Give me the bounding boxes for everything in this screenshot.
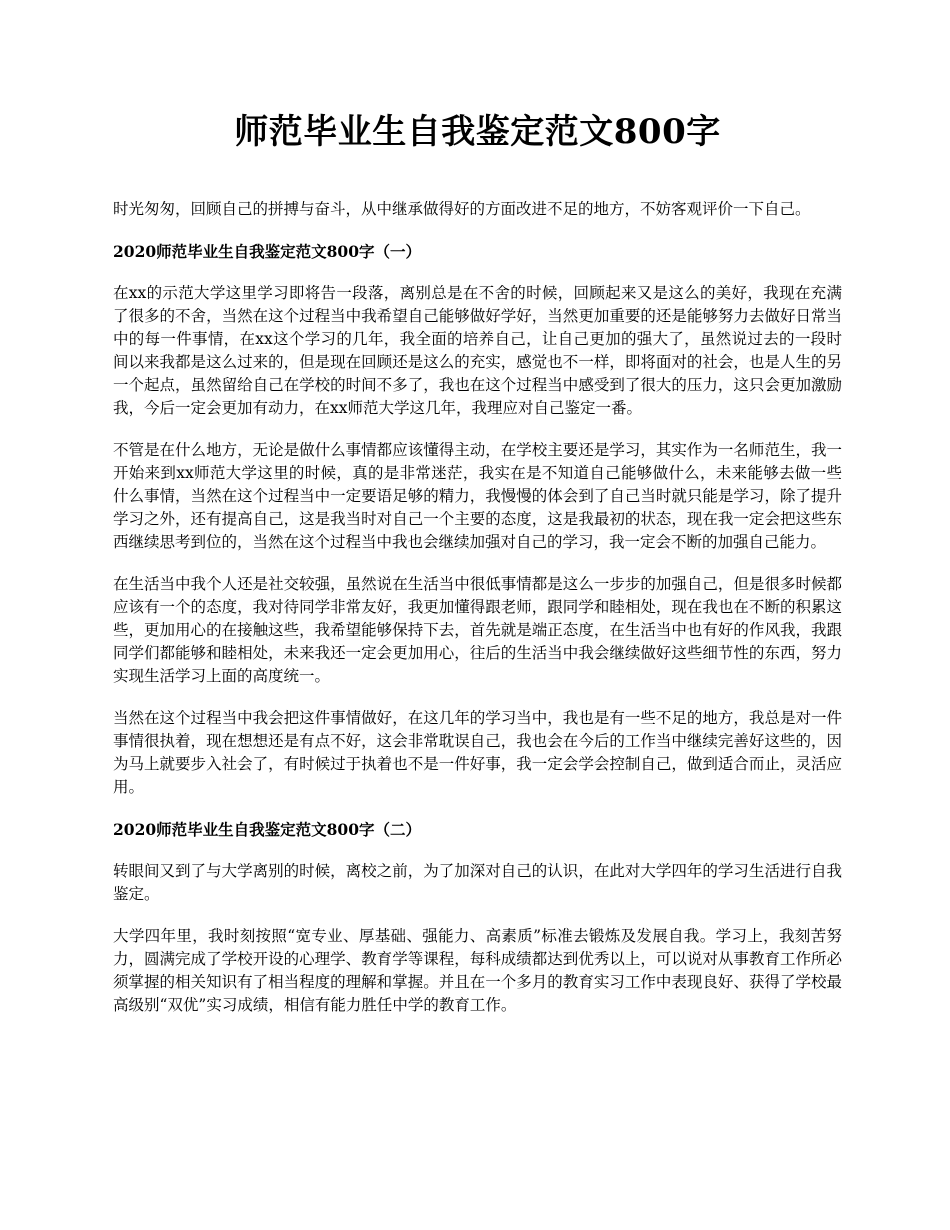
intro-paragraph: 时光匆匆，回顾自己的拼搏与奋斗，从中继承做得好的方面改进不足的地方，不妨客观评价一下自己。 <box>113 200 811 218</box>
section-2-heading: 2020师范毕业生自我鉴定范文800字（二） <box>113 820 421 839</box>
document-title: 师范毕业生自我鉴定范文800字 <box>234 112 721 152</box>
section-2-paragraph-2: 大学四年里，我时刻按照“宽专业、厚基础、强能力、高素质”标准去锻炼及发展自我。学习上，我刻苦努力，圆满完成了学校开设的心理学、教育学等课程，每科成绩都达到优秀以上，可以说对从事教育工作所必须掌握的相关知识有了相当程度的理解和掌握。并且在一个多月的教育实习工作中表现良好、获得了学校最高级别“双优”实习成绩，相信有能力胜任中学的教育工作。 <box>113 927 842 1014</box>
section-1-heading: 2020师范毕业生自我鉴定范文800字（一） <box>113 242 421 261</box>
section-1-paragraph-3: 在生活当中我个人还是社交较强，虽然说在生活当中很低事情都是这么一步步的加强自己，但是很多时候都应该有一个的态度，我对待同学非常友好，我更加懂得跟老师，跟同学和睦相处，现在我也在不断的积累这些，更加用心的在接触这些，我希望能够保持下去，首先就是端正态度，在生活当中也有好的作风我，我跟同学们都能够和睦相处，未来我还一定会更加用心，往后的生活当中我会继续做好这些细节性的东西，努力实现生活学习上面的高度统一。 <box>113 575 842 685</box>
section-1-paragraph-1: 在xx的示范大学这里学习即将告一段落，离别总是在不舍的时候，回顾起来又是这么的美好，我现在充满了很多的不舍，当然在这个过程当中我希望自己能够做好学好，当然更加重要的还是能够努力去做好日常当中的每一件事情，在xx这个学习的几年，我全面的培养自己，让自己更加的强大了，虽然说过去的一段时间以来我都是这么过来的，但是现在回顾还是这么的充实，感觉也不一样，即将面对的社会，也是人生的另一个起点，虽然留给自己在学校的时间不多了，我也在这个过程当中感受到了很大的压力，这只会更加激励我，今后一定会更加有动力，在xx师范大学这几年，我理应对自己鉴定一番。 <box>113 284 842 417</box>
section-2-paragraph-1: 转眼间又到了与大学离别的时候，离校之前，为了加深对自己的认识，在此对大学四年的学习生活进行自我鉴定。 <box>113 862 842 903</box>
section-1-paragraph-2: 不管是在什么地方，无论是做什么事情都应该懂得主动，在学校主要还是学习，其实作为一名师范生，我一开始来到xx师范大学这里的时候，真的是非常迷茫，我实在是不知道自己能够做什么，未来能够去做一些什么事情，当然在这个过程当中一定要语足够的精力，我慢慢的体会到了自己当时就只能是学习，除了提升学习之外，还有提高自己，这是我当时对自己一个主要的态度，这是我最初的状态，现在我一定会把这些东西继续思考到位的，当然在这个过程当中我也会继续加强对自己的学习，我一定会不断的加强自己能力。 <box>113 441 842 551</box>
section-1-paragraph-4: 当然在这个过程当中我会把这件事情做好，在这几年的学习当中，我也是有一些不足的地方，我总是对一件事情很执着，现在想想还是有点不好，这会非常耽误自己，我也会在今后的工作当中继续完善好这些的，因为马上就要步入社会了，有时候过于执着也不是一件好事，我一定会学会控制自己，做到适合而止，灵活应用。 <box>113 709 842 796</box>
